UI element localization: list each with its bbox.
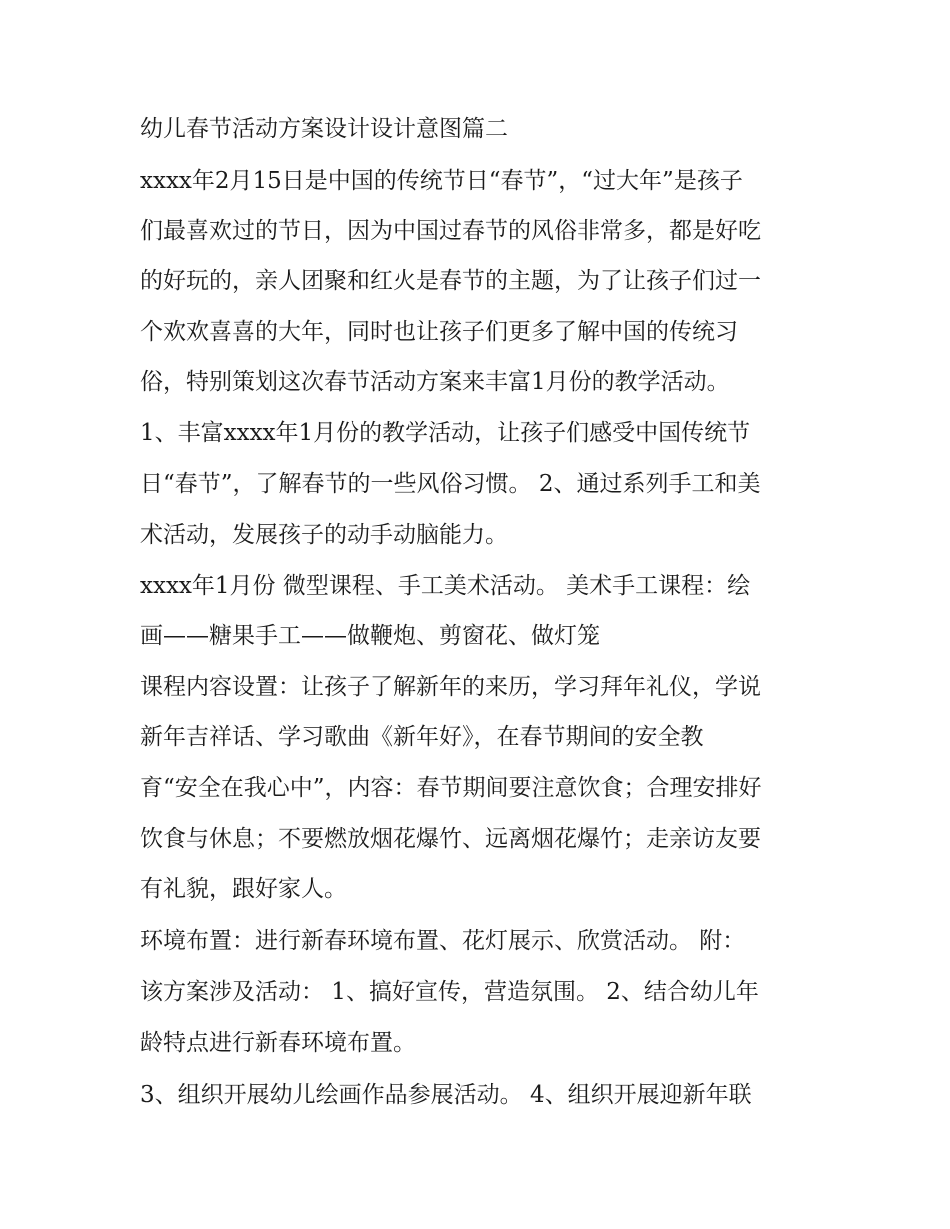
text-line: 3、组织开展幼儿绘画作品参展活动。 4、组织开展迎新年联 [140, 1082, 752, 1108]
text-line: 俗，特别策划这次春节活动方案来丰富1月份的教学活动。 [140, 369, 730, 395]
text-line: xxxx年2月15日是中国的传统节日“春节”，“过大年”是孩子 [140, 168, 743, 194]
text-line: 术活动，发展孩子的动手动脑能力。 [140, 522, 508, 548]
text-line: 该方案涉及活动： 1、搞好宣传，营造氛围。 2、结合幼儿年 [140, 979, 759, 1005]
text-line: 的好玩的，亲人团聚和红火是春节的主题，为了让孩子们过一 [140, 268, 761, 294]
text-line: 龄特点进行新春环境布置。 [140, 1030, 416, 1056]
text-line: 课程内容设置：让孩子了解新年的来历，学习拜年礼仪，学说 [140, 674, 761, 700]
text-line: 个欢欢喜喜的大年，同时也让孩子们更多了解中国的传统习 [140, 319, 738, 345]
text-line: 日“春节”，了解春节的一些风俗习惯。 2、通过系列手工和美 [140, 471, 761, 497]
document-title: 幼儿春节活动方案设计设计意图篇二 [140, 116, 508, 142]
text-line: 环境布置：进行新春环境布置、花灯展示、欣赏活动。 附： [140, 928, 746, 954]
text-line: 画——糖果手工——做鞭炮、剪窗花、做灯笼 [140, 623, 600, 649]
text-line: 们最喜欢过的节日，因为中国过春节的风俗非常多，都是好吃 [140, 218, 761, 244]
text-line: 新年吉祥话、学习歌曲《新年好》，在春节期间的安全教 [140, 724, 704, 750]
text-line: xxxx年1月份 微型课程、手工美术活动。 美术手工课程：绘 [140, 573, 751, 599]
text-line: 1、丰富xxxx年1月份的教学活动，让孩子们感受中国传统节 [140, 420, 751, 446]
text-line: 有礼貌，跟好家人。 [140, 876, 347, 902]
text-line: 育“安全在我心中”，内容：春节期间要注意饮食；合理安排好 [140, 775, 762, 801]
text-line: 饮食与休息；不要燃放烟花爆竹、远离烟花爆竹；走亲访友要 [140, 826, 761, 852]
